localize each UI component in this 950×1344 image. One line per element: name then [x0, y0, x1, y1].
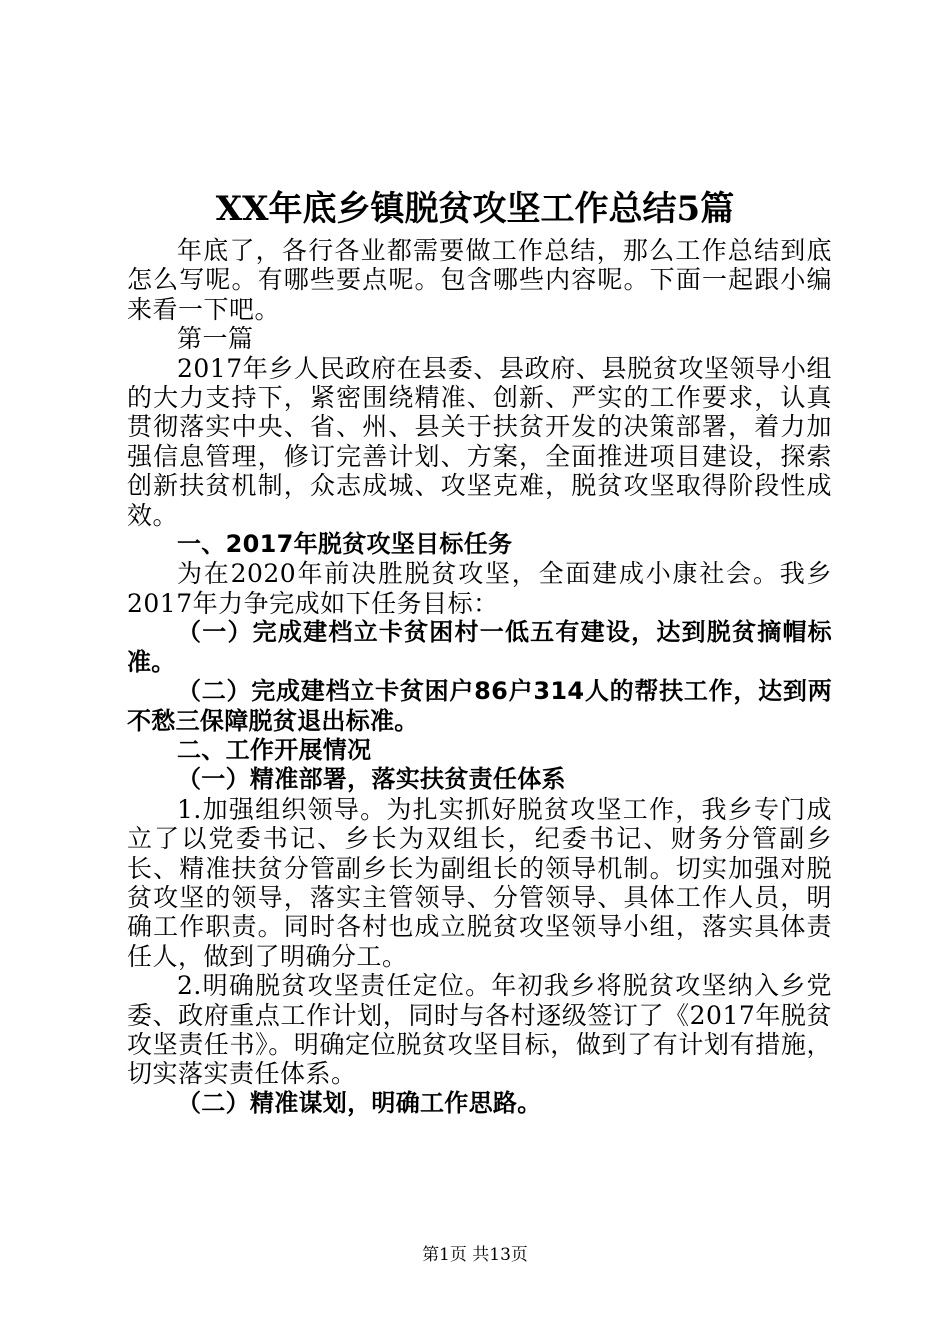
subsection-heading-1: （一）精准部署，落实扶贫责任体系 [177, 765, 566, 794]
document-title: XX年底乡镇脱贫攻坚工作总结5篇 [215, 189, 735, 229]
list-item-responsibility: 2.明确脱贫攻坚责任定位。年初我乡将脱贫攻坚纳入乡党委、政府重点工作计划，同时与各村逐级签订了《2017年脱贫攻坚责任书》。明确定位脱贫攻坚目标，做到了有计划有措施，切实落实责任体系。 [127, 971, 832, 1089]
page-footer: 第1页 共13页 [422, 1245, 528, 1265]
subsection-heading-2: （二）精准谋划，明确工作思路。 [177, 1088, 542, 1117]
goal-item-2: （二）完成建档立卡贫困户86户314人的帮扶工作，达到两不愁三保障脱贫退出标准。 [127, 677, 832, 735]
section-heading-progress: 二、工作开展情况 [177, 735, 372, 764]
part-label: 第一篇 [177, 324, 254, 354]
section-heading-goals: 一、2017年脱贫攻坚目标任务 [177, 530, 513, 559]
document-body [127, 236, 832, 1118]
list-item-leadership: 1.加强组织领导。为扎实抓好脱贫攻坚工作，我乡专门成立了以党委书记、乡长为双组长，纪委书记、财务分管副乡长、精准扶贫分管副乡长为副组长的领导机制。切实加强对脱贫攻坚的领导，落实主管领导、分管领导、具体工作人员，明确工作职责。同时各村也成立脱贫攻坚领导小组，落实具体责任人，做到了明确分工。 [127, 794, 832, 971]
paragraph-summary: 2017年乡人民政府在县委、县政府、县脱贫攻坚领导小组的大力支持下，紧密围绕精准、创新、严实的工作要求，认真贯彻落实中央、省、州、县关于扶贫开发的决策部署，着力加强信息管理，修订完善计划、方案，全面推进项目建设，探索创新扶贫机制，众志成城、攻坚克难，脱贫攻坚取得阶段性成效。 [127, 353, 832, 530]
paragraph-goals-intro: 为在2020年前决胜脱贫攻坚，全面建成小康社会。我乡2017年力争完成如下任务目标： [127, 559, 832, 618]
intro-paragraph: 年底了，各行各业都需要做工作总结，那么工作总结到底怎么写呢。有哪些要点呢。包含哪些内容呢。下面一起跟小编来看一下吧。 [127, 236, 832, 324]
goal-item-1: （一）完成建档立卡贫困村一低五有建设，达到脱贫摘帽标准。 [127, 618, 832, 676]
